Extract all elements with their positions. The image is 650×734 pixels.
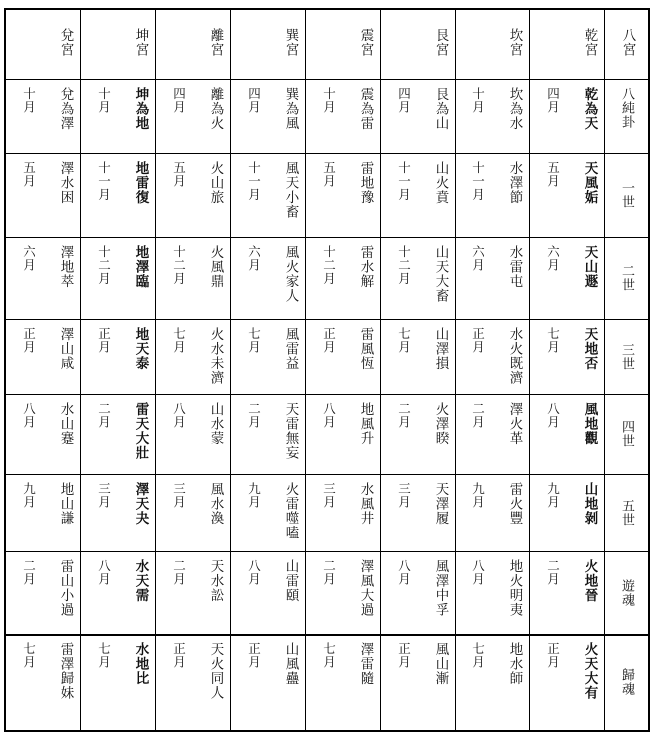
- month-value: 十月: [21, 87, 37, 114]
- month-value: 二月: [21, 559, 37, 586]
- month-value: 二月: [321, 559, 337, 586]
- month-value: 十月: [321, 87, 337, 114]
- hexagram-name: 山雷頤: [282, 559, 299, 603]
- row-rule: [4, 634, 650, 636]
- column-rule: [155, 8, 156, 731]
- month-value: 正月: [321, 327, 337, 354]
- month-value: 八月: [21, 402, 37, 429]
- row-rule: [4, 319, 650, 320]
- month-value: 七月: [545, 327, 561, 354]
- month-value: 五月: [321, 161, 337, 188]
- month-value: 二月: [545, 559, 561, 586]
- month-value: 四月: [396, 87, 412, 114]
- month-value: 十月: [470, 87, 486, 114]
- hexagram-name: 澤火革: [506, 402, 523, 446]
- month-value: 正月: [171, 642, 187, 669]
- hexagram-name: 兌為澤: [57, 87, 74, 131]
- hexagram-name: 澤山咸: [57, 327, 74, 371]
- month-value: 三月: [96, 482, 112, 509]
- hexagram-name: 震為雷: [357, 87, 374, 131]
- hexagram-name: 天火同人: [207, 642, 224, 700]
- month-value: 八月: [470, 559, 486, 586]
- generation-label: 五世: [619, 499, 634, 527]
- row-rule: [4, 730, 650, 732]
- hexagram-name: 地澤臨: [132, 245, 149, 289]
- hexagram-name: 天雷無妄: [282, 402, 299, 460]
- hexagram-name: 地天泰: [132, 327, 149, 371]
- column-rule: [230, 8, 231, 731]
- hexagram-name: 水風井: [357, 482, 374, 526]
- month-value: 十二月: [321, 245, 337, 286]
- hexagram-name: 風澤中孚: [432, 559, 449, 617]
- hexagram-name: 風火家人: [282, 245, 299, 303]
- month-value: 五月: [171, 161, 187, 188]
- hexagram-name: 山天大畜: [432, 245, 449, 303]
- month-value: 四月: [171, 87, 187, 114]
- hexagram-name: 山地剝: [581, 482, 598, 526]
- generation-label: 四世: [619, 420, 634, 448]
- hexagram-name: 火地晉: [581, 559, 598, 603]
- generation-label: 三世: [619, 343, 634, 371]
- hexagram-name: 水山蹇: [57, 402, 74, 446]
- hexagram-name: 火山旅: [207, 161, 224, 205]
- month-value: 二月: [96, 402, 112, 429]
- month-value: 正月: [21, 327, 37, 354]
- hexagram-name: 巽為風: [282, 87, 299, 131]
- hexagram-name: 雷山小過: [57, 559, 74, 617]
- month-value: 正月: [545, 642, 561, 669]
- month-value: 十月: [96, 87, 112, 114]
- month-value: 八月: [321, 402, 337, 429]
- month-value: 九月: [545, 482, 561, 509]
- hexagram-name: 離為火: [207, 87, 224, 131]
- hexagram-name: 坎為水: [506, 87, 523, 131]
- column-rule: [604, 8, 605, 731]
- hexagram-name: 山水蒙: [207, 402, 224, 446]
- hexagram-name: 雷天大壯: [132, 402, 149, 460]
- month-value: 四月: [246, 87, 262, 114]
- hexagram-name: 澤水困: [57, 161, 74, 205]
- hexagram-name: 天澤履: [432, 482, 449, 526]
- month-value: 九月: [470, 482, 486, 509]
- month-value: 九月: [21, 482, 37, 509]
- hexagram-name: 火澤睽: [432, 402, 449, 446]
- hexagram-name: 山澤損: [432, 327, 449, 371]
- corner-label: 八宮: [619, 28, 636, 57]
- month-value: 七月: [246, 327, 262, 354]
- month-value: 九月: [246, 482, 262, 509]
- month-value: 三月: [171, 482, 187, 509]
- hexagram-name: 地火明夷: [506, 559, 523, 617]
- month-value: 正月: [396, 642, 412, 669]
- hexagram-name: 水地比: [132, 642, 149, 686]
- palace-header: 艮宮: [432, 28, 449, 57]
- hexagram-name: 水火既濟: [506, 327, 523, 385]
- hexagram-name: 天山遯: [581, 245, 598, 289]
- palace-header: 離宮: [207, 28, 224, 57]
- month-value: 十二月: [396, 245, 412, 286]
- row-rule: [4, 394, 650, 395]
- hexagram-name: 雷風恆: [357, 327, 374, 371]
- hexagram-name: 火天大有: [581, 642, 598, 700]
- hexagram-name: 雷水解: [357, 245, 374, 289]
- hexagram-name: 澤風大過: [357, 559, 374, 617]
- palace-header: 坎宮: [506, 28, 523, 57]
- palace-header: 震宮: [357, 28, 374, 57]
- palace-header: 兌宮: [57, 28, 74, 57]
- month-value: 十一月: [96, 161, 112, 202]
- hexagram-name: 火水未濟: [207, 327, 224, 385]
- hexagram-name: 風雷益: [282, 327, 299, 371]
- month-value: 七月: [96, 642, 112, 669]
- generation-label: 歸魂: [619, 668, 634, 696]
- hexagram-name: 水雷屯: [506, 245, 523, 289]
- hexagram-name: 乾為天: [581, 87, 598, 131]
- month-value: 七月: [21, 642, 37, 669]
- row-rule: [4, 153, 650, 154]
- column-rule: [4, 8, 6, 731]
- month-value: 五月: [21, 161, 37, 188]
- row-rule: [4, 551, 650, 552]
- hexagram-name: 澤雷隨: [357, 642, 374, 686]
- month-value: 四月: [545, 87, 561, 114]
- generation-label: 二世: [619, 264, 634, 292]
- month-value: 二月: [246, 402, 262, 429]
- month-value: 二月: [396, 402, 412, 429]
- palace-header: 巽宮: [282, 28, 299, 57]
- month-value: 七月: [470, 642, 486, 669]
- hexagram-name: 水澤節: [506, 161, 523, 205]
- month-value: 十二月: [96, 245, 112, 286]
- month-value: 正月: [246, 642, 262, 669]
- row-rule: [4, 237, 650, 238]
- month-value: 七月: [321, 642, 337, 669]
- hexagram-name: 山風蠱: [282, 642, 299, 686]
- row-rule: [4, 474, 650, 475]
- month-value: 二月: [171, 559, 187, 586]
- hexagram-name: 坤為地: [132, 87, 149, 131]
- month-value: 六月: [21, 245, 37, 272]
- column-rule: [305, 8, 306, 731]
- month-value: 三月: [396, 482, 412, 509]
- month-value: 三月: [321, 482, 337, 509]
- month-value: 八月: [171, 402, 187, 429]
- month-value: 八月: [545, 402, 561, 429]
- month-value: 六月: [246, 245, 262, 272]
- row-rule: [4, 8, 650, 10]
- hexagram-name: 天風姤: [581, 161, 598, 205]
- hexagram-name: 澤地萃: [57, 245, 74, 289]
- palace-header: 坤宮: [132, 28, 149, 57]
- hexagram-name: 地風升: [357, 402, 374, 446]
- generation-label: 一世: [619, 181, 634, 209]
- month-value: 五月: [545, 161, 561, 188]
- column-rule: [455, 8, 456, 731]
- hexagram-name: 地雷復: [132, 161, 149, 205]
- hexagram-name: 艮為山: [432, 87, 449, 131]
- hexagram-name: 風天小畜: [282, 161, 299, 219]
- month-value: 八月: [396, 559, 412, 586]
- hexagram-name: 風山漸: [432, 642, 449, 686]
- hexagram-name: 火雷噬嗑: [282, 482, 299, 540]
- month-value: 十一月: [470, 161, 486, 202]
- hexagram-name: 地山謙: [57, 482, 74, 526]
- hexagram-name: 雷地豫: [357, 161, 374, 205]
- month-value: 八月: [96, 559, 112, 586]
- hexagram-name: 風地觀: [581, 402, 598, 446]
- month-value: 十一月: [396, 161, 412, 202]
- hexagram-name: 水天需: [132, 559, 149, 603]
- hexagram-name: 雷澤歸妹: [57, 642, 74, 700]
- hexagram-name: 澤天夬: [132, 482, 149, 526]
- month-value: 六月: [545, 245, 561, 272]
- month-value: 二月: [470, 402, 486, 429]
- hexagram-name: 雷火豐: [506, 482, 523, 526]
- month-value: 六月: [470, 245, 486, 272]
- column-rule: [380, 8, 381, 731]
- month-value: 七月: [171, 327, 187, 354]
- hexagram-name: 天水訟: [207, 559, 224, 603]
- month-value: 七月: [396, 327, 412, 354]
- month-value: 正月: [96, 327, 112, 354]
- column-rule: [80, 8, 81, 731]
- generation-label: 遊魂: [619, 579, 634, 607]
- row-rule: [4, 79, 650, 80]
- generation-label: 八純卦: [619, 87, 634, 129]
- palace-header: 乾宮: [581, 28, 598, 57]
- hexagram-name: 山火賁: [432, 161, 449, 205]
- column-rule: [529, 8, 530, 731]
- month-value: 正月: [470, 327, 486, 354]
- month-value: 八月: [246, 559, 262, 586]
- hexagram-name: 地水師: [506, 642, 523, 686]
- hexagram-name: 火風鼎: [207, 245, 224, 289]
- hexagram-name: 風水渙: [207, 482, 224, 526]
- hexagram-name: 天地否: [581, 327, 598, 371]
- month-value: 十一月: [246, 161, 262, 202]
- month-value: 十二月: [171, 245, 187, 286]
